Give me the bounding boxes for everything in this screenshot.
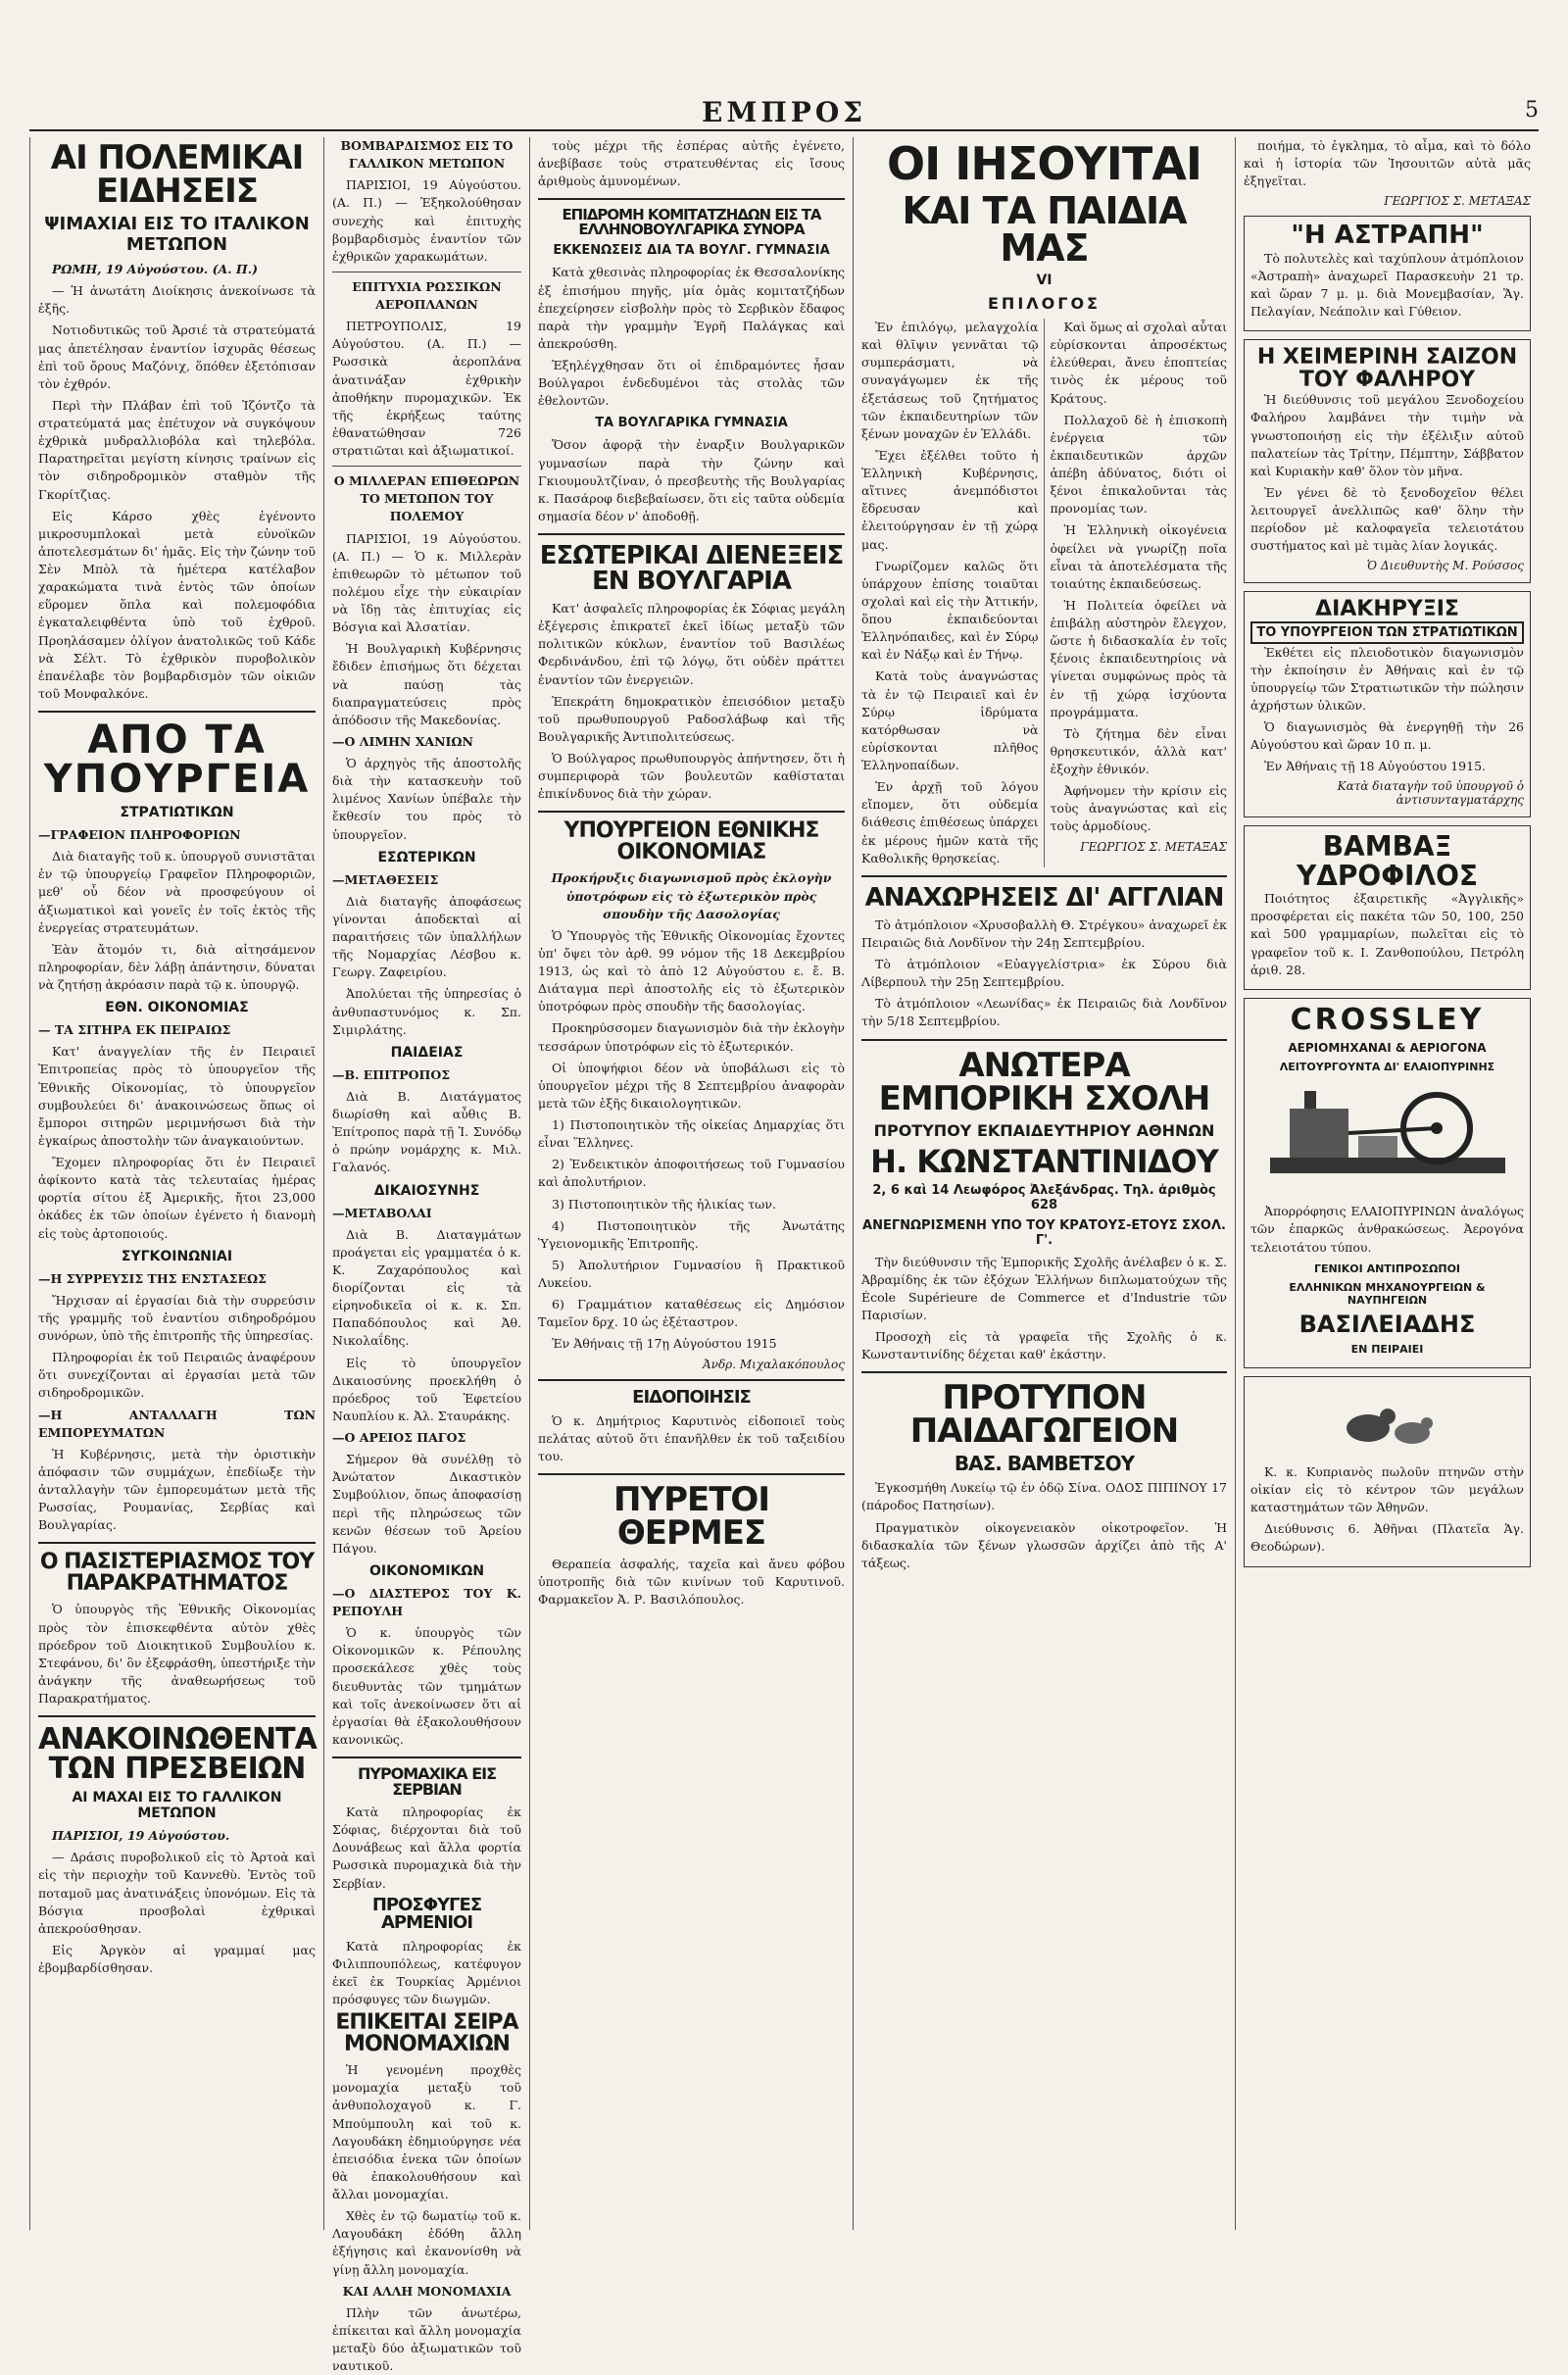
notice-title: ΕΙΔΟΠΟΙΗΣΙΣ bbox=[632, 1386, 751, 1408]
column-3 bbox=[529, 137, 853, 2230]
crossley-agent-3: ΒΑΣΙΛΕΙΑΔΗΣ bbox=[1298, 1310, 1476, 1338]
ypourg-signature: Ἀνδρ. Μιχαλακόπουλος bbox=[703, 1357, 845, 1371]
paragraph: 5) Ἀπολυτήριον Γυμνασίου ἢ Πρακτικοῦ Λυκείου. bbox=[538, 1257, 845, 1290]
paragraph: Κατὰ χθεσινὰς πληροφορίας ἐκ Θεσσαλονίκης ἐξ ἐπισήμου πηγῆς, μία ὁμὰς κομιτατζήδων ἐπεχείρησεν εἰσβολὴν πρὸς τὸ Σερβικὸν ἔδαφος παρὰ τὴν γραμμὴν Ἐγρῆ Παλάγκας καὶ ἀπεκρούσθη. bbox=[538, 265, 845, 351]
paragraph: — Ἡ ἀνωτάτη Διοίκησις ἀνεκοίνωσε τὰ ἑξῆς. bbox=[38, 283, 316, 317]
crossley-sub: ΑΕΡΙΟΜΗΧΑΝΑΙ & ΑΕΡΙΟΓΟΝΑ bbox=[1288, 1041, 1487, 1056]
paragraph: Ἤρχισαν αἱ ἐργασίαι διὰ τὴν συρρεύσιν τῆς γραμμῆς τοῦ ἐναντίου σιδηροδρόμου συνόρων, ὑπὸ τῆς ἐπιτροπῆς τῆς ὑπηρεσίας. bbox=[38, 1292, 316, 1343]
paragraph: Ὁ ὑπουργὸς τῆς Ἐθνικῆς Οἰκονομίας πρὸς τὸν ἐπισκεφθέντα αὐτὸν χθὲς πρόεδρον τοῦ Διοικητικοῦ Συμβουλίου κ. Στεφάνου, δι' ὃν ἐξεφράσθη, ὑπεστήριξε τὴν ἀνάγκην τῆς ἀναθεωρήσεως τοῦ Παρακρατήματος. bbox=[38, 1602, 316, 1706]
paragraph: Κατὰ πληροφορίας ἐκ Φιλιππουπόλεως, κατέφυγον ἐκεῖ ἐκ Τουρκίας Ἀρμένιοι πρόσφυγες τῶν διωγμῶν. bbox=[332, 1938, 521, 2006]
crossley-agent-1: ΓΕΝΙΚΟΙ ΑΝΤΙΠΡΟΣΩΠΟΙ bbox=[1313, 1262, 1461, 1275]
limen-head: —Ο ΛΙΜΗΝ ΧΑΝΙΩΝ bbox=[332, 733, 473, 749]
crossley-title: CROSSLEY bbox=[1290, 1002, 1485, 1037]
paragraph: Προσοχὴ εἰς τὰ γραφεῖα τῆς Σχολῆς ὁ κ. Κωνσταντινίδης δέχεται καθ' ἑκάστην. bbox=[861, 1329, 1227, 1362]
paragraph: Θεραπεία ἀσφαλής, ταχεῖα καὶ ἄνευ φόβου ὑποτροπῆς διὰ τῶν κινίνων τοῦ Καρυτινοῦ. Φαρμακεῖον Ἀ. Ρ. Βασιλόπουλος. bbox=[538, 1556, 845, 1608]
paragraph: Περὶ τὴν Πλάβαν ἐπὶ τοῦ Ἰζόντζο τὰ στρατεύματά μας ἐπέτυχον νὰ συγκόψουν ἐχθρικὰ μυδραλλιοβόλα καὶ τηλεβόλα. Παρατηρεῖται μεγίστη κίνησις τραίνων εἰς τὸν σιδηροδρομικὸν σταθμὸν τῆς Γκορίτζιας. bbox=[38, 397, 316, 502]
economy-head: ΕΘΝ. ΟΙΚΟΝΟΜΙΑΣ bbox=[105, 1000, 249, 1016]
areios-sub: —Ο ΑΡΕΙΟΣ ΠΑΓΟΣ bbox=[332, 1430, 466, 1445]
diakiryxis-ad bbox=[1244, 591, 1531, 817]
school-title: ΑΝΩΤΕΡΑ ΕΜΠΟΡΙΚΗ ΣΧΟΛΗ bbox=[878, 1045, 1210, 1118]
school-recognition: ΑΝΕΓΝΩΡΙΣΜΕΝΗ ΥΠΟ ΤΟΥ ΚΡΑΤΟΥΣ-ΕΤΟΥΣ ΣΧΟΛ. Γ'. bbox=[862, 1217, 1226, 1248]
crossley-agent-2: ΕΛΛΗΝΙΚΩΝ ΜΗΧΑΝΟΥΡΓΕΙΩΝ & ΝΑΥΠΗΓΕΙΩΝ bbox=[1289, 1280, 1486, 1307]
newspaper-title: ΕΜΠΡΟΣ bbox=[701, 96, 867, 128]
paragraph: Εἰς Ἀργκὸν αἱ γραμμαί μας ἐβομβαρδίσθησαν. bbox=[38, 1942, 316, 1975]
paragraph: Κ. κ. Κυπριανὸς πωλοῦν πτηνῶν στὴν οἰκίαν εἰς τὸ κέντρον τῶν μεγάλων καταστημάτων τῶν Ἀθηνῶν. bbox=[1250, 1463, 1524, 1515]
finance-sub: —Ο ΔΙΑΣΤΕΡΟΣ ΤΟΥ Κ. ΡΕΠΟΥΛΗ bbox=[332, 1585, 521, 1618]
winter-ad bbox=[1244, 339, 1531, 583]
paragraph: 4) Πιστοποιητικὸν τῆς Ἀνωτάτης Ὑγειονομικῆς Ἐπιτροπῆς. bbox=[538, 1217, 845, 1251]
crossley-ad bbox=[1244, 998, 1531, 1368]
paragraph: Νοτιοδυτικῶς τοῦ Ἀρσιέ τὰ στρατεύματά μας ἀπετέλησαν ἐναντίον ἰσχυρᾶς θέσεως ἐπὶ τοῦ ὄρους Μαζόνιχ, ὅπόθεν ἐξετόπισαν τὸν ἐχθρόν. bbox=[38, 322, 316, 391]
school-address: 2, 6 καὶ 14 Λεωφόρος Ἀλεξάνδρας. Τηλ. ἀριθμὸς 628 bbox=[872, 1182, 1216, 1212]
paragraph: 1) Πιστοποιητικὸν τῆς οἰκείας Δημαρχίας ὅτι εἶναι Ἕλληνες. bbox=[538, 1117, 845, 1151]
jesuit-part: VI bbox=[1036, 272, 1053, 288]
paragraph: Πλὴν τῶν ἀνωτέρω, ἐπίκειται καὶ ἄλλη μονομαχία μεταξὺ δύο ἀξιωματικῶν τοῦ ναυτικοῦ. bbox=[332, 2304, 521, 2374]
paragraph: Τὸ πολυτελὲς καὶ ταχύπλουν ἀτμόπλοιον «Ἀστραπὴ» ἀναχωρεῖ Παρασκευὴν 21 τρ. καὶ ὥραν 7 μ. μ. διὰ Μονεμβασίαν, Ἅγ. Πελαγίαν, Νεάπολιν καὶ Γύθειον. bbox=[1250, 250, 1524, 320]
war-news-title: ΑΙ ΠΟΛΕΜΙΚΑΙ ΕΙΔΗΣΕΙΣ bbox=[50, 138, 304, 211]
paragraph: Ἡ Πολιτεία ὀφείλει νὰ ἐπιβάλῃ αὐστηρὸν ἔλεγχον, ὥστε ἡ διδασκαλία ἐν τοῖς ξένοις ἐκπαιδευτηρίοις νὰ γίνεται συμφώνως πρὸς τὰ ἐν τῇ χώρᾳ ἰσχύοντα προγράμματα. bbox=[1050, 597, 1227, 719]
finance-head: ΟΙΚΟΝΟΜΙΚΩΝ bbox=[368, 1562, 485, 1579]
paragraph: ΠΕΤΡΟΥΠΟΛΙΣ, 19 Αὐγούστου. (Α. Π.) — Ρωσσικὰ ἀεροπλάνα ἀνατινάξαν ἐχθρικὴν ἀποθήκην πυρομαχικῶν. Ἐκ τῆς ἐκρήξεως ταύτης ἐθανατώθησαν 726 στρατιῶται καὶ ἀξιωματικοί. bbox=[332, 319, 521, 458]
paragraph: Ἐὰν ἄτομόν τι, διὰ αἰτησάμενον πληροφορίαν, δὲν λάβῃ ἀπάντησιν, δύναται νὰ ζητήσῃ ἀκρόασιν παρὰ τῷ κ. ὑπουργῷ. bbox=[38, 941, 316, 992]
gym-sub: ΤΑ ΒΟΥΛΓΑΡΙΚΑ ΓΥΜΝΑΣΙΑ bbox=[595, 416, 788, 431]
monachs-sub: ΚΑΙ ΑΛΛΗ ΜΟΝΟΜΑΧΙΑ bbox=[342, 2283, 512, 2299]
economy-sub: — ΤΑ ΣΙΤΗΡΑ ΕΚ ΠΕΙΡΑΙΩΣ bbox=[38, 1022, 231, 1038]
fever-title: ΠΥΡΕΤΟΙ ΘΕΡΜΕΣ bbox=[613, 1479, 769, 1553]
bombardment-head: ΒΟΜΒΑΡΔΙΣΜΟΣ ΕΙΣ ΤΟ ΓΑΛΛΙΚΟΝ ΜΕΤΩΠΟΝ bbox=[340, 138, 514, 172]
paragraph: Ἀπορρόφησις ΕΛΑΙΟΠΥΡΙΝΩΝ ἀναλόγως τῶν ἐπαρκῶς ἀνθρακώσεως. Ἀερογόνα τελειοτάτου τύπου. bbox=[1250, 1204, 1524, 1255]
paragraph: Ἀπολύεται τῆς ὑπηρεσίας ὁ ἀνθυπαστυνόμος κ. Σπ. Σιμιρλάτης. bbox=[332, 986, 521, 1037]
comms-sub: —Η ΣΥΡΡΕΥΣΙΣ ΤΗΣ ΕΝΣΤΑΣΕΩΣ bbox=[38, 1270, 267, 1286]
paragraph: Ἔχομεν πληροφορίας ὅτι ἐν Πειραιεῖ ἀφίκοντο κατὰ τὰς τελευταίας ἡμέρας φορτία σίτου ἐξ Ἀμερικῆς, ἤτοι 23,000 ὀκάδες ἐκ τῶν ὁποίων ἐγένετο ἡ διανομὴ εἰς τοὺς ἀρτοποιούς. bbox=[38, 1155, 316, 1241]
bambax-ad bbox=[1244, 825, 1531, 989]
paragraph: Γνωρίζομεν καλῶς ὅτι ὑπάρχουν ἐπίσης τοιαῦται σχολαὶ καὶ εἰς τὴν Ἀττικήν, ὅπου ἐκπαιδεύονται Ἑλληνόπαιδες, καὶ ἐν Σύρῳ καὶ ἐν Νάξῳ καὶ ἐν Τήνῳ. bbox=[861, 558, 1039, 663]
paragraph: Ἔχει ἐξέλθει τοῦτο ἡ Ἑλληνικὴ Κυβέρνησις, αἵτινες ἀνεμπόδιστοι ἔδρευσαν καὶ ἐλειτούργησαν ἐν τῇ χώρᾳ μας. bbox=[861, 447, 1039, 552]
paragraph: ποιήμα, τὸ ἐγκλημα, τὸ αἶμα, καὶ τὸ δόλο καὶ ἡ ἱστορία τῶν Ἰησουιτῶν αὐτὰ μᾶς ἐξηγεῖται. bbox=[1244, 138, 1531, 189]
astrapi-ad bbox=[1244, 216, 1531, 331]
paragraph: — Δράσις πυροβολικοῦ εἰς τὸ Ἀρτοὰ καὶ εἰς τὴν περιοχὴν τοῦ Καννεθὺ. Ἐντὸς τοῦ ποταμοῦ μας ἀνατινάξεις ὑπονόμων. Εἰς τὰ Βόσγια προσβολαὶ ἐχθρικαὶ ἀπεκρούσθησαν. bbox=[38, 1850, 316, 1936]
justice-head: ΔΙΚΑΙΟΣΥΝΗΣ bbox=[373, 1182, 480, 1199]
paragraph: Τὸ ἀτμόπλοιον «Εὐαγγελίστρια» ἐκ Σύρου διὰ Λίβερπουλ τὴν 25ῃ Σεπτεμβρίου. bbox=[861, 957, 1227, 990]
bulgaria-title: ΕΣΩΤΕΡΙΚΑΙ ΔΙΕΝΕΞΕΙΣ ΕΝ ΒΟΥΛΓΑΡΙΑ bbox=[539, 541, 844, 596]
comitat-sub: ΕΚΚΕΝΩΣΕΙΣ ΔΙΑ ΤΑ ΒΟΥΛΓ. ΓΥΜΝΑΣΙΑ bbox=[553, 243, 830, 259]
paragraph: Τὴν διεύθυνσιν τῆς Ἐμπορικῆς Σχολῆς ἀνέλαβεν ὁ κ. Σ. Ἀβραμίδης ἐκ τῶν ἐξόχων Ἑλλήνων διπλωματούχων τῆς École Supérieure de Commerce et d'Industrie τῶν Παρισίων. bbox=[861, 1254, 1227, 1322]
jesuit-body bbox=[861, 319, 1227, 867]
page-number: 5 bbox=[1525, 98, 1539, 123]
epilogue-head: ΕΠΙΛΟΓΟΣ bbox=[988, 294, 1101, 313]
retreats-title: ΑΝΑΧΩΡΗΣΕΙΣ ΔΙ' ΑΓΓΛΙΑΝ bbox=[864, 882, 1224, 913]
pedagogeion-name: ΒΑΣ. ΒΑΜΒΕΤΣΟΥ bbox=[954, 1452, 1135, 1476]
education-sub: —Β. ΕΠΙΤΡΟΠΟΣ bbox=[332, 1066, 451, 1082]
paragraph: Οἱ ὑποψήφιοι δέον νὰ ὑποβάλωσι εἰς τὸ ὑπουργεῖον μέχρι τῆς 8 Σεπτεμβρίου ἀναφορὰν μετὰ τῶν ἑξῆς δικαιολογητικῶν. bbox=[538, 1060, 845, 1111]
paragraph: Ὁ Βούλγαρος πρωθυπουργὸς ἀπήντησεν, ὅτι ἡ συμπεριφορὰ τῶν βουλευτῶν καθίσταται ἐπικίνδυνος διὰ τὴν χώραν. bbox=[538, 751, 845, 802]
birds-illustration bbox=[1329, 1389, 1446, 1458]
crossley-sub2: ΛΕΙΤΟΥΡΓΟΥΝΤΑ ΔΙ' ΕΛΑΙΟΠΥΡΙΝΗΣ bbox=[1279, 1061, 1495, 1074]
justice-sub: —ΜΕΤΑΒΟΛΑΙ bbox=[332, 1205, 432, 1220]
winter-title: Η ΧΕΙΜΕΡΙΝΗ ΣΑΙΖΟΝ ΤΟΥ ΦΑΛΗΡΟΥ bbox=[1256, 345, 1518, 393]
paragraph: 2) Ἐνδεικτικὸν ἀποφοιτήσεως τοῦ Γυμνασίου καὶ ἀπολυτήριον. bbox=[538, 1157, 845, 1190]
paragraph: Εἰς Κάρσο χθὲς ἐγένοντο μικροσυμπλοκαὶ μετὰ εὐνοϊκῶν ἀποτελεσμάτων δι' ἡμᾶς. Εἰς τὴν ζώνην τοῦ Σὲν Μπὸλ τὰ ἡμέτερα κατέλαβον χαρακώματα τινὰ ἐντὸς τῶν ὁποίων εὕρομεν ὅπλα καὶ πολεμοφόδια ἐγκαταλειφθέντα ὑπὸ τοῦ ἐχθροῦ. Προηλάσαμεν ὀλίγον ἀνατολικῶς τοῦ Κάδε νὰ Σέλτ. Τὸ ἐχθρικὸν πυροβολικὸν ἐπανέλαβε τὸν βομβαρδισμὸν τῶν οἰκιῶν τοῦ Μονφαλκόνε. bbox=[38, 508, 316, 701]
crossley-agent-4: ΕΝ ΠΕΙΡΑΙΕΙ bbox=[1350, 1342, 1424, 1356]
paragraph: ΠΑΡΙΣΙΟΙ, 19 Αὐγούστου. (Α. Π.) — Ἐξηκολούθησαν συνεχὴς καὶ ἐπιτυχὴς βομβαρδισμὸς ἐναντίον τῶν ἐχθρικῶν χαρακωμάτων. bbox=[332, 177, 521, 264]
paragraph: Ὁ διαγωνισμὸς θὰ ἐνεργηθῇ τὴν 26 Αὐγούστου καὶ ὥραν 10 π. μ. bbox=[1250, 719, 1524, 753]
paragraph: Ἐν ἐπιλόγῳ, μελαγχολία καὶ θλῖψιν γεννᾶται τῷ συμπεράσματι, νὰ συναγάγωμεν ἐκ τῆς ἐξετάσεως τοῦ ζητήματος τῶν ἐκπαιδευτηρίων τῶν ξένων μοναχῶν ἐν Ἑλλάδι. bbox=[861, 320, 1039, 441]
paragraph: Ἐν Ἀθήναις τῇ 18 Αὐγούστου 1915. bbox=[1264, 759, 1487, 774]
paragraph: Πολλαχοῦ δὲ ἡ ἐπισκοπὴ ἐνέργεια τῶν ἐκπαιδευτικῶν ἀρχῶν ἀπέβη ἀδύνατος, διότι οἱ ξένοι ἐπικαλοῦνται τὰς προνομίας των. bbox=[1050, 412, 1227, 517]
paragraph: Ὁ κ. Δημήτριος Καρυτινὸς εἰδοποιεῖ τοὺς πελάτας αὐτοῦ ὅτι ἐπανῆλθεν ἐκ τοῦ ταξειδίου του. bbox=[538, 1412, 845, 1463]
paragraph: 6) Γραμμάτιον καταθέσεως εἰς Δημόσιον Ταμεῖον δρχ. 10 ὡς ἐξέταστρον. bbox=[538, 1297, 845, 1330]
paragraph: Ἐγκοσμήθη Λυκείῳ τῷ ἐν ὁδῷ Σίνα. ΟΔΟΣ ΠΙΠΙΝΟΥ 17 (πάροδος Πατησίων). bbox=[861, 1480, 1227, 1513]
paragraph: Τὸ ἀτμόπλοιον «Λεωνίδας» ἐκ Πειραιῶς διὰ Λονδῖνον τὴν 5/18 Σεπτεμβρίου. bbox=[861, 996, 1227, 1029]
paragraph: Ἐν γένει δὲ τὸ ξενοδοχεῖον θέλει λειτουργεῖ ἀνελλιπῶς καθ' ὅλην τὴν περίοδον μὲ καλοφαγεῖα τελειοτάτου συστήματος καὶ μὲ τιμὰς λίαν λογικάς. bbox=[1250, 484, 1524, 554]
paragraph: Πληροφορίαι ἐκ τοῦ Πειραιῶς ἀναφέρουν ὅτι συνεχίζονται αἱ ἐργασίαι μετὰ τῶν σιδηροδρομικῶν. bbox=[38, 1350, 316, 1401]
engine-illustration bbox=[1260, 1079, 1515, 1197]
paragraph: Ἐπεκράτη δημοκρατικὸν ἐπεισόδιον μεταξὺ τοῦ πρωθυπουργοῦ Ραδοσλάβωφ καὶ τῆς Βουλγαρικῆς Ἀντιπολιτεύσεως. bbox=[538, 693, 845, 744]
embassy-title: ΑΝΑΚΟΙΝΩΘΕΝΤΑ ΤΩΝ ΠΡΕΣΒΕΙΩΝ bbox=[38, 1722, 317, 1787]
paragraph: Κατ' ἀσφαλεῖς πληροφορίας ἐκ Σόφιας μεγάλη ἐξέγερσις ἐπικρατεῖ ἐκεῖ ἰδίως μεταξὺ τῶν πολιτικῶν κύκλων, ἐναντίον τοῦ Βασιλέως Φερδινάνδου, ἐπὶ τῷ λόγῳ, ὅτι οὐδὲν πράττει ἐναντίον τῶν ἐνεργειῶν. bbox=[538, 601, 845, 687]
diak-signature: Κατὰ διαταγὴν τοῦ ὑπουργοῦ ὁ ἀντισυνταγματάρχης bbox=[1337, 779, 1524, 808]
jesuit-title-2: ΚΑΙ ΤΑ ΠΑΙΔΙΑ ΜΑΣ bbox=[902, 189, 1187, 270]
interior-head: ΕΣΩΤΕΡΙΚΩΝ bbox=[377, 849, 476, 866]
embassy-dateline: ΠΑΡΙΣΙΟΙ, 19 Αὐγούστου. bbox=[52, 1828, 230, 1844]
paragraph: Διὰ διαταγῆς ἀποφάσεως γίνονται ἀποδεκταὶ αἱ παραιτήσεις τῶν ὑπαλλήλων τῆς Νομαρχίας Λέσβου κ. Γεωργ. Ζαφειρίου. bbox=[332, 893, 521, 980]
diak-sub: ΤΟ ΥΠΟΥΡΓΕΙΟΝ ΤΩΝ ΣΤΡΑΤΙΩΤΙΚΩΝ bbox=[1250, 621, 1524, 644]
paragraph: 3) Πιστοποιητικὸν τῆς ἡλικίας των. bbox=[552, 1196, 776, 1212]
war-body bbox=[38, 282, 316, 703]
column-5 bbox=[1235, 137, 1539, 2230]
school-sub: ΠΡΟΤΥΠΟΥ ΕΚΠΑΙΔΕΥΤΗΡΙΟΥ ΑΘΗΝΩΝ bbox=[873, 1120, 1215, 1140]
paragraph: Διὰ διαταγῆς τοῦ κ. ὑπουργοῦ συνιστᾶται ἐν τῷ ὑπουργείῳ Γραφεῖον Πληροφοριῶν, μεθ' οὗ δέον νὰ προσφεύγουν οἱ ἀξιωματικοὶ καὶ γονεῖς ἐν τοῖς ἐκτὸς τῆς ἐνεργείας στρατευμάτων. bbox=[38, 849, 316, 935]
bambax-title: ΒΑΜΒΑΞ ΥΔΡΟΦΙΛΟΣ bbox=[1296, 830, 1479, 892]
paragraph: Ἡ Ἑλληνικὴ οἰκογένεια ὀφείλει νὰ γνωρίζῃ ποῖα εἶναι τὰ ἀποτελέσματα τῆς τοιαύτης ἐκπαιδεύσεως. bbox=[1050, 522, 1227, 591]
comms-head: ΣΥΓΚΟΙΝΩΝΙΑΙ bbox=[121, 1248, 233, 1264]
ypourg-title: ΥΠΟΥΡΓΕΙΟΝ ΕΘΝΙΚΗΣ ΟΙΚΟΝΟΜΙΑΣ bbox=[564, 818, 819, 866]
paragraph: Ἐξηλέγχθησαν ὅτι οἱ ἐπιδραμόντες ἦσαν Βούλγαροι ἐνδεδυμένοι τὰς στολὰς τῶν ἐθελοντῶν. bbox=[538, 358, 845, 409]
tax-title: Ο ΠΑΣΙΣΤΕΡΙΑΣΜΟΣ ΤΟΥ ΠΑΡΑΚΡΑΤΗΜΑΤΟΣ bbox=[39, 1550, 315, 1597]
paragraph: Τὸ ἀτμόπλοιον «Χρυσοβαλλὴ Θ. Στρέγκου» ἀναχωρεῖ ἐκ Πειραιῶς διὰ Λονδῖνον τὴν 24ῃ Σεπτεμβρίου. bbox=[861, 916, 1227, 950]
paragraph: Ποιότητος ἐξαιρετικῆς «Ἀγγλικῆς» προσφέρεται εἰς πακέτα τῶν 50, 100, 250 καὶ 500 γραμμαρίων, πωλεῖται εἰς τὸ γραφεῖον τοῦ κ. Ι. Ζανθοπούλου, Πετρόλη ἀριθ. 28. bbox=[1250, 891, 1524, 977]
paragraph: ΠΑΡΙΣΙΟΙ, 19 Αὐγούστου. (Α. Π.) — Ὁ κ. Μιλλερὰν ἐπιθεωρῶν τὸ μέτωπον τοῦ πολέμου εἶχε τὴν εὐκαιρίαν νὰ ἴδῃ τὰς ἐπιτυχίας εἰς Βόσγια καὶ Ἀλσατίαν. bbox=[332, 530, 521, 635]
paragraph: Εἰς τὸ ὑπουργεῖον Δικαιοσύνης προεκλήθη ὁ πρόεδρος τοῦ Ἐφετείου Ναυπλίου κ. Ἀλ. Σταυράκης. bbox=[332, 1355, 521, 1423]
paragraph: Κατὰ τοὺς ἀναγνώστας τὰ ἐν τῷ Πειραιεῖ καὶ ἐν Σύρῳ ἱδρύματα κατόρθωσαν νὰ εὑρίσκονται πλῆθος Ἑλληνοπαίδων. bbox=[861, 668, 1039, 772]
paragraph: Ὅσον ἀφορᾷ τὴν ἐναρξιν Βουλγαρικῶν γυμνασίων παρὰ τὴν ζώνην καὶ Γκιουμουλτζίναν, ὁ πρεσβευτὴς τῆς Βουλγαρίας κ. Πασάροφ διεβεβαίωσεν, ὅτι εἰς ταῦτα οὐδεμία σημασία δέον ν' ἀποδοθῇ. bbox=[538, 437, 845, 523]
winter-signature: Ὁ Διευθυντὴς Μ. Ρούσσος bbox=[1366, 559, 1524, 573]
paragraph: Πραγματικὸν οἰκογενειακὸν οἰκοτροφεῖον. Ἡ διδασκαλία τῶν ξένων γλωσσῶν ἀρχίζει ἀπὸ τῆς Α' τάξεως. bbox=[861, 1519, 1227, 1570]
paragraph: τοὺς μέχρι τῆς ἐσπέρας αὐτῆς ἐγένετο, ἀνεβίβασε τοὺς στρατευθέντας εἰς ἴσους ἀριθμοὺς ἀμυνομένων. bbox=[538, 138, 845, 189]
monachs-title: ΕΠΙΚΕΙΤΑΙ ΣΕΙΡΑ ΜΟΝΟΜΑΧΙΩΝ bbox=[335, 2010, 518, 2057]
paragraph: Καὶ ὅμως αἱ σχολαὶ αὗται εὑρίσκονται ἀπροσέκτως ἐλεύθεραι, ἄνευ ἐποπτείας τινὸς ἐκ μέρους τοῦ Κράτους. bbox=[1050, 320, 1227, 406]
diak-title: ΔΙΑΚΗΡΥΞΙΣ bbox=[1315, 597, 1459, 622]
top-signature: ΓΕΩΡΓΙΟΣ Σ. ΜΕΤΑΞΑΣ bbox=[1384, 194, 1531, 209]
paragraph: Ἡ διεύθυνσις τοῦ μεγάλου Ξενοδοχείου Φαλήρου λαμβάνει τὴν τιμὴν νὰ γνωστοποιήσῃ εἰς τὴν ἐξέλιξιν αὐτοῦ παλατείων τὰς Τρίτην, Πέμπτην, Σάββατον καὶ Κυριακὴν καθ' ὅλον τὸν μῆνα. bbox=[1250, 392, 1524, 478]
school-name: Η. ΚΩΝΣΤΑΝΤΙΝΙΔΟΥ bbox=[870, 1142, 1218, 1180]
comitat-title: ΕΠΙΔΡΟΜΗ ΚΟΜΙΤΑΤΖΗΔΩΝ ΕΙΣ ΤΑ ΕΛΛΗΝΟΒΟΥΛΓΑΡΙΚΑ ΣΥΝΟΡΑ bbox=[562, 206, 821, 239]
paragraph: Σήμερον θὰ συνέλθῃ τὸ Ἀνώτατον Δικαστικὸν Συμβούλιον, ὅπως ἀποφασίσῃ περὶ τῆς πληρώσεως τῶν κενῶν θέσεων τοῦ Ἀρείου Πάγου. bbox=[332, 1452, 521, 1556]
column-1 bbox=[29, 137, 323, 2230]
author-signature: ΓΕΩΡΓΙΟΣ Σ. ΜΕΤΑΞΑΣ bbox=[1080, 839, 1227, 854]
paragraph: Χθὲς ἐν τῷ δωματίῳ τοῦ κ. Λαγουδάκη ἐδόθη ἄλλη ἐξήγησις καὶ ἐκανονίσθη νὰ γίνῃ ἄλλη μονομαχία. bbox=[332, 2208, 521, 2277]
military-head: ΣΤΡΑΤΙΩΤΙΚΩΝ bbox=[120, 805, 234, 820]
paragraph: Διὰ Β. Διατάγματος διωρίσθη καὶ αὖθις Β. Ἐπίτροπος παρὰ τῇ Ἱ. Συνόδῳ ὁ πρώην νομάρχης κ. Μιλ. Γαλανός. bbox=[332, 1088, 521, 1175]
pedagogeion-title: ΠΡΟΤΥΠΟΝ ΠΑΙΔΑΓΩΓΕΙΟΝ bbox=[909, 1378, 1179, 1452]
war-news-subtitle: ΨΙΜΑΧΙΑΙ ΕΙΣ ΤΟ ΙΤΑΛΙΚΟΝ ΜΕΤΩΠΟΝ bbox=[44, 214, 310, 255]
military-sub: —ΓΡΑΦΕΙΟΝ ΠΛΗΡΟΦΟΡΙΩΝ bbox=[38, 827, 241, 842]
millerand-head: Ο ΜΙΛΛΕΡΑΝ ΕΠΙΘΕΩΡΩΝ ΤΟ ΜΕΤΩΠΟΝ ΤΟΥ ΠΟΛΕΜΟΥ bbox=[333, 473, 520, 524]
paragraph: Ἡ γενομένη προχθὲς μονομαχία μεταξὺ τοῦ ἀνθυπολοχαγοῦ κ. Γ. Μπούμπουλη καὶ τοῦ κ. Λαγουδάκη ἐδημιούργησε νέα ἐπεισόδια ἐνεκα τῶν ὁποίων θὰ ἐπακολουθήσουν καὶ ἄλλαι μονομαχίαι. bbox=[332, 2062, 521, 2202]
ammo-title: ΠΥΡΟΜΑΧΙΚΑ ΕΙΣ ΣΕΡΒΙΑΝ bbox=[357, 1764, 497, 1799]
russian-head: ΕΠΙΤΥΧΙΑ ΡΩΣΣΙΚΩΝ ΑΕΡΟΠΛΑΝΩΝ bbox=[352, 278, 502, 312]
paragraph: Προκηρύσσομεν διαγωνισμὸν διὰ τὴν ἐκλογὴν τεσσάρων ὑποτρόφων εἰς τὸ ἐξωτερικόν. bbox=[538, 1020, 845, 1054]
paragraph: Ἡ Βουλγαρικὴ Κυβέρνησις ἔδιδεν ἐπισήμως ὅτι δέχεται νὰ παύσῃ τὰς διαπραγματεύσεις πρὸς ἀπόδοσιν τῆς Μακεδονίας. bbox=[332, 641, 521, 727]
paragraph: Διὰ Β. Διαταγμάτων προάγεται εἰς γραμματέα ὁ κ. Κ. Ζαχαρόπουλος καὶ διορίζονται εἰς τὰ εἰρηνοδικεῖα οἱ κ. κ. Σπ. Παπαδόπουλος καὶ Ἀθ. Νικολαΐδης. bbox=[332, 1226, 521, 1349]
paragraph: Κατὰ πληροφορίας ἐκ Σόφιας, διέρχονται διὰ τοῦ Δουνάβεως καὶ ἄλλα φορτία Ρωσσικὰ πυρομαχικὰ διὰ τὴν Σερβίαν. bbox=[332, 1805, 521, 1891]
paragraph: Ἀφήνομεν τὴν κρίσιν εἰς τοὺς ἀναγνώστας καὶ εἰς τοὺς ἁρμοδίους. bbox=[1050, 783, 1227, 834]
paragraph: Ἡ Κυβέρνησις, μετὰ τὴν ὁριστικὴν ἀπόφασιν τῶν συμμάχων, ἐπεδίωξε τὴν ἀνταλλαγὴν τῶν ἐμπορευμάτων μετὰ τῆς Ρωσσίας, Ρουμανίας, Σερβίας καὶ Βουλγαρίας. bbox=[38, 1446, 316, 1533]
jesuit-title-1: ΟΙ ΙΗΣΟΥΙΤΑΙ bbox=[887, 137, 1201, 190]
paragraph: Ὁ ἀρχηγὸς τῆς ἀποστολῆς διὰ τὴν κατασκευὴν τοῦ λιμένος Χανίων ὑπέβαλε τὴν ἔκθεσίν του πρὸς τὸ ὑπουργεῖον. bbox=[332, 756, 521, 842]
astrapi-title: "Η ΑΣΤΡΑΠΗ" bbox=[1291, 221, 1484, 251]
ministries-title: ΑΠΟ ΤΑ ΥΠΟΥΡΓΕΙΑ bbox=[43, 717, 311, 802]
trade-sub: —Η ΑΝΤΑΛΛΑΓΗ ΤΩΝ ΕΜΠΟΡΕΥΜΑΤΩΝ bbox=[38, 1407, 316, 1440]
paragraph: Διεύθυνσις 6. Ἀθῆναι (Πλατεῖα Ἁγ. Θεοδώρων). bbox=[1250, 1521, 1524, 1555]
masthead bbox=[29, 94, 1539, 131]
paragraph: Ἐν Ἀθήναις τῇ 17ῃ Αὐγούστου 1915 bbox=[552, 1336, 777, 1352]
embassy-subtitle: ΑΙ ΜΑΧΑΙ ΕΙΣ ΤΟ ΓΑΛΛΙΚΟΝ ΜΕΤΩΠΟΝ bbox=[72, 1790, 282, 1822]
paragraph: Ὁ Ὑπουργὸς τῆς Ἐθνικῆς Οἰκονομίας ἔχοντες ὑπ' ὄψει τὸν ἀρθ. 99 νόμον τῆς 18 Δεκεμβρίου 1913, ὡς καὶ τὸ ἀπὸ 12 Αὐγούστου ε. ἔ. Β. Διάταγμα περὶ ἀποστολῆς εἰς τὸ ἐξωτερικὸν ὑποτρόφων πρὸς σπουδὴν τῆς δασολογίας. bbox=[538, 927, 845, 1014]
column-4 bbox=[853, 137, 1235, 2230]
paragraph: Ὁ κ. ὑπουργὸς τῶν Οἰκονομικῶν κ. Ρέπουλης προσεκάλεσε χθὲς τοὺς διευθυντὰς τῶν τμημάτων καὶ τοῖς ἀνεκοίνωσεν ὅτι αἱ ἐργασίαι θὰ ἐξακολουθήσουν κανονικῶς. bbox=[332, 1625, 521, 1747]
paragraph: Τὸ ζήτημα δὲν εἶναι θρησκευτικόν, ἀλλὰ κατ' ἐξοχὴν ἐθνικόν. bbox=[1050, 725, 1227, 776]
paragraph: Ἐν ἀρχῇ τοῦ λόγου εἴπομεν, ὅτι οὐδεμία διάθεσις ἐπιθέσεως ὑπάρχει ἐκ μέρους ἡμῶν κατὰ τῆς Καθολικῆς θρησκείας. bbox=[861, 779, 1039, 866]
ypourg-sub: Προκήρυξις διαγωνισμοῦ πρὸς ἐκλογὴν ὑποτρόφων εἰς τὸ ἐξωτερικὸν πρὸς σπουδὴν τῆς Δασολογίας bbox=[551, 870, 832, 921]
column-2 bbox=[323, 137, 529, 2374]
armenian-title: ΠΡΟΣΦΥΓΕΣ ΑΡΜΕΝΙΟΙ bbox=[371, 1894, 482, 1933]
paragraph: Κατ' ἀναγγελίαν τῆς ἐν Πειραιεῖ Ἐπιτροπείας πρὸς τὸ ὑπουργεῖον τῆς Ἐθνικῆς Οἰκονομίας, τὸ ὑπουργεῖον συμβουλεύει δι' ἀνακοινώσεως ὅπως οἱ ἔμποροι σιτηρῶν μεριμνήσωσι διὰ τὴν ἐγκαίρως ἀποστολὴν τῶν ἀναγκαιούντων. bbox=[38, 1044, 316, 1148]
birds-ad bbox=[1244, 1376, 1531, 1567]
interior-sub: —ΜΕΤΑΘΕΣΕΙΣ bbox=[332, 871, 439, 887]
war-dateline: ΡΩΜΗ, 19 Αὐγούστου. (Α. Π.) bbox=[52, 262, 258, 276]
education-head: ΠΑΙΔΕΙΑΣ bbox=[390, 1044, 464, 1061]
paragraph: Ἐκθέτει εἰς πλειοδοτικὸν διαγωνισμὸν τὴν ἐκποίησιν ἐν Ἀθήναις καὶ ἐν τῷ ὑπουργείῳ τῶν Στρατιωτικῶν τὴν πώλησιν ἀχρήστων ὑλικῶν. bbox=[1250, 644, 1524, 713]
